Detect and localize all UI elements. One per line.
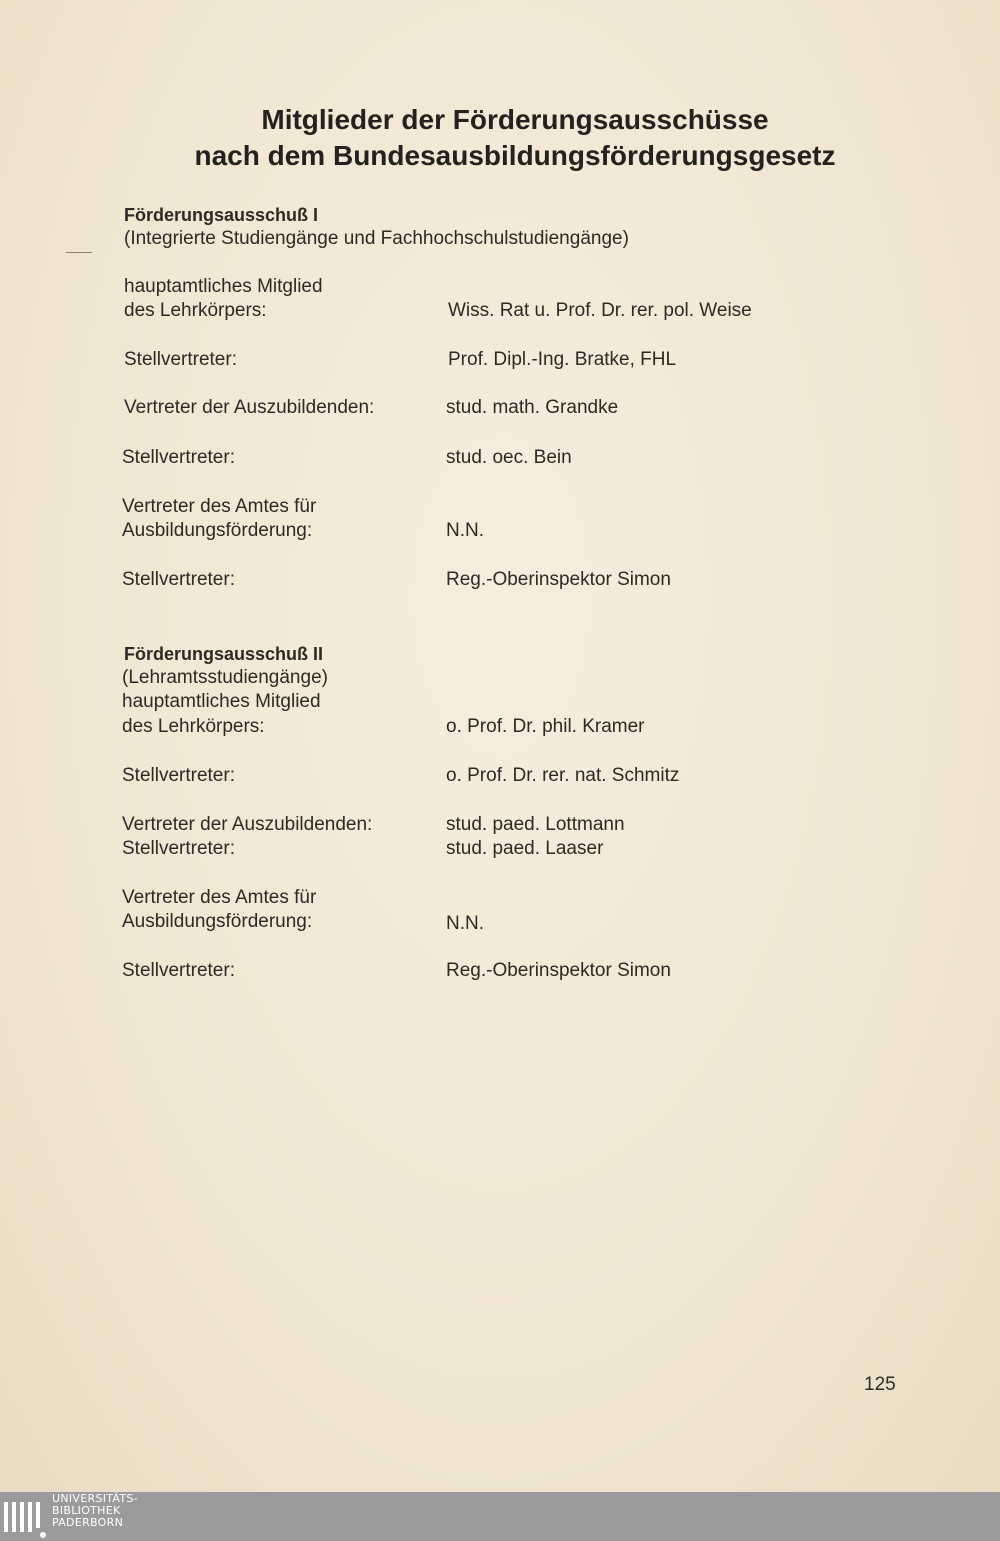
section1-row2-value: Prof. Dipl.-Ing. Bratke, FHL: [448, 349, 677, 370]
section1-row5-label2: Ausbildungsförderung:: [122, 520, 313, 541]
section2-row2-value: o. Prof. Dr. rer. nat. Schmitz: [446, 765, 680, 786]
library-logo-text: [52, 1493, 138, 1529]
section1-heading: Förderungsausschuß I: [124, 205, 319, 225]
section2-subheading: (Lehramtsstudiengänge): [122, 667, 328, 688]
section2-row4-value: stud. paed. Laaser: [446, 838, 604, 859]
section2-row6-label: Stellvertreter:: [122, 960, 235, 981]
library-footer: [0, 1492, 1000, 1541]
section2-row5-label1: Vertreter des Amtes für: [122, 887, 317, 908]
section1-row5-label1: Vertreter des Amtes für: [122, 496, 317, 517]
logo-line-1: UNIVERSITÄTS-: [52, 1492, 138, 1505]
section1-row6-label: Stellvertreter:: [122, 569, 235, 590]
page-number: 125: [864, 1374, 896, 1395]
library-logo-icon: [4, 1492, 48, 1541]
section2-row2-label: Stellvertreter:: [122, 765, 235, 786]
section1-row1-value: Wiss. Rat u. Prof. Dr. rer. pol. Weise: [448, 300, 752, 321]
section1-row1-label2: des Lehrkörpers:: [124, 300, 267, 321]
section2-row6-value: Reg.-Oberinspektor Simon: [446, 960, 671, 981]
section1-row3-value: stud. math. Grandke: [446, 397, 619, 418]
section2-row1-label2: des Lehrkörpers:: [122, 716, 265, 737]
section2-row1-value: o. Prof. Dr. phil. Kramer: [446, 716, 645, 737]
section2-row3-value: stud. paed. Lottmann: [446, 814, 625, 835]
section2-row4-label: Stellvertreter:: [122, 838, 235, 859]
page-title-line-2: nach dem Bundesausbildungsförderungsgesetz: [194, 140, 836, 171]
section1-row6-value: Reg.-Oberinspektor Simon: [446, 569, 671, 590]
section2-heading: Förderungsausschuß II: [124, 644, 324, 664]
section1-row2-label: Stellvertreter:: [124, 349, 237, 370]
logo-line-2: BIBLIOTHEK: [52, 1504, 121, 1517]
page-title-line-1: Mitglieder der Förderungsausschüsse: [261, 104, 769, 135]
section1-row4-value: stud. oec. Bein: [446, 447, 572, 468]
logo-line-3: PADERBORN: [52, 1516, 124, 1529]
section2-row1-label1: hauptamtliches Mitglied: [122, 691, 321, 712]
section1-subheading: (Integrierte Studiengänge und Fachhochschulstudiengänge): [124, 228, 629, 249]
section2-row5-label2: Ausbildungsförderung:: [122, 911, 313, 932]
section2-row5-value: N.N.: [446, 913, 484, 934]
margin-mark: [66, 252, 92, 253]
section1-row1-label1: hauptamtliches Mitglied: [124, 276, 323, 297]
section1-row4-label: Stellvertreter:: [122, 447, 235, 468]
section1-row3-label: Vertreter der Auszubildenden:: [124, 397, 375, 418]
section1-row5-value: N.N.: [446, 520, 484, 541]
section2-row3-label: Vertreter der Auszubildenden:: [122, 814, 373, 835]
